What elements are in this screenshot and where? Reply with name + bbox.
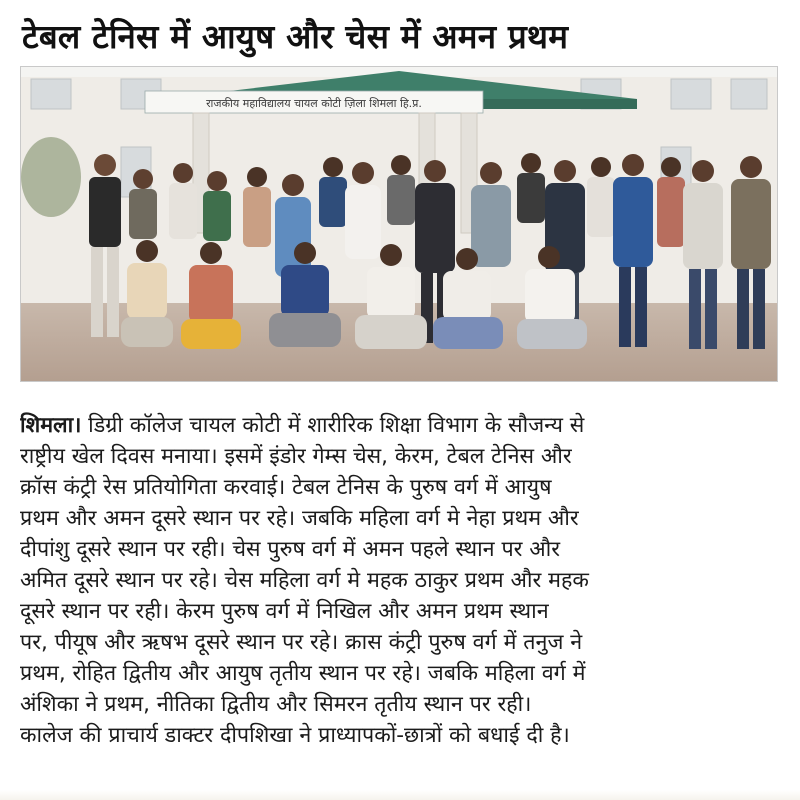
- article-line: प्रथम, रोहित द्वितीय और आयुष तृतीय स्थान पर रहे। जबकि महिला वर्ग में: [20, 661, 586, 686]
- article-line-text: डिग्री कॉलेज चायल कोटी में शारीरिक शिक्षा विभाग के सौजन्य से: [81, 413, 585, 438]
- article-line: अमित दूसरे स्थान पर रहे। चेस महिला वर्ग मे महक ठाकुर प्रथम और महक: [20, 568, 589, 593]
- group-photo-illustration: [21, 67, 777, 381]
- article-line: पर, पीयूष और ऋषभ दूसरे स्थान पर रहे। क्रास कंट्री पुरुष वर्ग में तनुज ने: [20, 630, 583, 655]
- article-body: [20, 410, 780, 751]
- article-line: कालेज की प्राचार्य डाक्टर दीपशिखा ने प्राध्यापकों-छात्रों को बधाई दी है।: [20, 723, 570, 748]
- group-photo: [20, 66, 778, 382]
- headline: टेबल टेनिस में आयुष और चेस में अमन प्रथम: [22, 17, 569, 56]
- article-line: राष्ट्रीय खेल दिवस मनाया। इसमें इंडोर गेम्स चेस, केरम, टेबल टेनिस और: [20, 444, 572, 469]
- article-line: [20, 410, 780, 441]
- page-edge: [0, 790, 800, 800]
- article-line: क्रॉस कंट्री रेस प्रतियोगिता करवाई। टेबल टेनिस के पुरुष वर्ग में आयुष: [20, 475, 552, 500]
- banner-text: राजकीय महाविद्यालय चायल कोटी ज़िला शिमला हि.प्र.: [206, 97, 422, 110]
- article-line: दूसरे स्थान पर रही। केरम पुरुष वर्ग में निखिल और अमन प्रथम स्थान: [20, 599, 549, 624]
- article-line: प्रथम और अमन दूसरे स्थान पर रहे। जबकि महिला वर्ग मे नेहा प्रथम और: [20, 506, 579, 531]
- dateline: शिमला।: [20, 413, 82, 438]
- article-line: दीपांशु दूसरे स्थान पर रही। चेस पुरुष वर्ग में अमन पहले स्थान पर और: [20, 537, 561, 562]
- article-line: अंशिका ने प्रथम, नीतिका द्वितीय और सिमरन तृतीय स्थान पर रही।: [20, 692, 532, 717]
